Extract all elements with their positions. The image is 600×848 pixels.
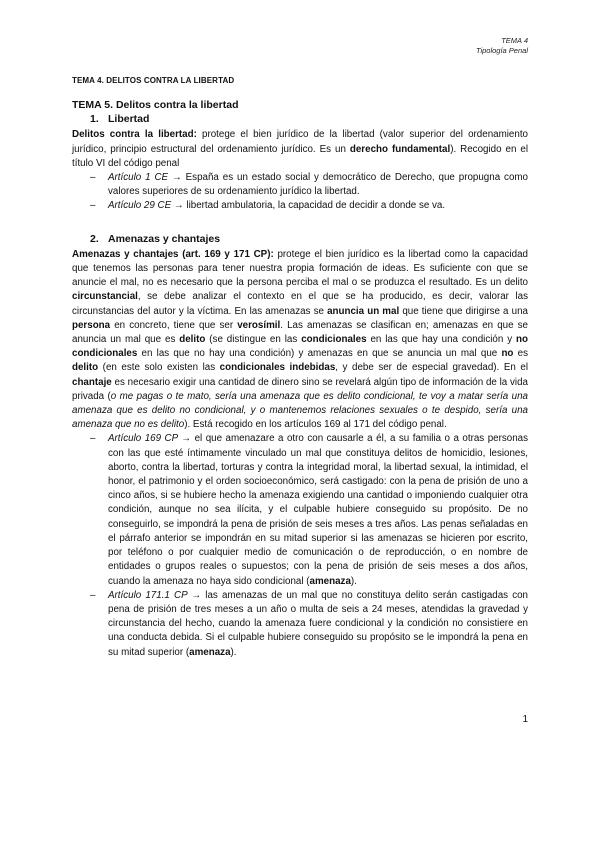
list-item [108,589,528,660]
section-number: 1. [90,113,99,126]
list-item-text: España es un estado social y democrático de Derecho, que propugna como valores superiores de su ordenamiento jurídico la libertad. [108,172,528,198]
bold-term: chantaje [72,376,112,388]
text-run: , y debe ser de especial gravedad). En el [335,362,528,374]
text-run: en las que hay una condición y [366,334,517,346]
list-item [108,199,528,213]
text-run: en las que no hay una condición) y amenazas en que se anuncia un mal que [137,348,502,360]
text-run: (en este solo existen las [98,362,220,374]
bold-term: anuncia un mal [327,305,400,317]
list-item [108,171,528,199]
document-top-heading: TEMA 4. DELITOS CONTRA LA LIBERTAD [72,76,235,85]
bold-term: amenaza [309,575,351,587]
bold-term: condicionales [301,334,367,346]
article-reference: Artículo 171.1 CP → [108,589,202,601]
section-number: 2. [90,232,99,245]
text-run: que tiene que dirigirse a una [399,305,528,317]
section-heading-libertad [90,112,528,126]
bold-term: Amenazas y chantajes (art. 169 y 171 CP): [72,248,274,260]
bold-term: amenaza [189,646,231,658]
bold-term: Delitos contra la libertad: [72,129,197,141]
page-title: TEMA 5. Delitos contra la libertad [72,99,239,111]
article-list-libertad [72,171,528,214]
text-run: (se distingue en las [205,334,302,346]
list-item-text: libertad ambulatoria, la capacidad de decidir a donde se va. [183,200,446,212]
list-item-text: ). [230,646,237,658]
text-run: en concreto, tiene que ser [110,319,238,331]
list-item-text: ). [350,575,357,587]
bold-term: circunstancial [72,291,138,303]
bold-term: delito [72,362,99,374]
bold-term: condicionales indebidas [219,362,336,374]
section-heading-text: Amenazas y chantajes [108,232,221,245]
text-run: es [513,348,528,360]
bold-term: no [501,348,514,360]
list-item-text: el que amenazare a otro con causarle a él, a su familia o a otras personas con las que esté íntimamente vinculado un mal que constituya delitos de homicidio, lesiones, aborto, contra la libertad, torturas y contra la integridad moral, la libertad sexual, la intimidad, el honor, el patrimonio y el orden socioeconómico, será castigado: con la pena de prisión de uno a cinco años, si se hubiere hecho la amenaza exigiendo una cantidad o imponiendo cualquier otra condición, aunque no sea ilícita, y el culpable hubiere conseguido su propósito. De no conseguirlo, se impondrá la pena de prisión de seis meses a tres años. Las penas señaladas en el párrafo anterior se impondrán en su mitad superior si las amenazas se hicieren por escrito, por teléfono o por cualquier medio de comunicación o de reproducción, o en nombre de entidades o grupos reales o supuestos; con la pena de prisión de seis meses a dos años, cuando la amenaza no haya sido condicional ( [108,433,528,587]
section-heading-text: Libertad [108,113,150,126]
bold-term: derecho fundamental [349,143,451,155]
text-run: ). Recogido en el título VI del código penal [72,143,528,169]
text-run: protege el bien jurídico es la libertad como la capacidad que tenemos las personas para tener nuestra propia formación de ideas. Es suficiente con que se anuncie el mal, no es necesario que la persona perciba el mal o se produzca el resultado. Es un delito [72,248,528,289]
paragraph-libertad [72,128,528,171]
header-topic: TEMA 4 [501,36,528,45]
header-subject: Tipología Penal [475,46,528,55]
section-heading-amenazas [90,232,528,246]
bold-term: delito [179,334,206,346]
text-run: es necesario exigir una cantidad de dinero sino se revelará algún tipo de información de la vida privada ( [72,376,528,402]
text-run: , se debe analizar el contexto en el que se ha producido, es decir, valorar las circunstancias del autor y la víctima. En las amenazas se [72,291,528,317]
paragraph-amenazas [72,248,528,433]
text-run: ). Está recogido en los artículos 169 al 171 del código penal. [184,419,447,431]
document-body [72,98,528,660]
running-header [476,36,528,56]
spacer [72,214,528,232]
article-list-amenazas [72,432,528,659]
article-reference: Artículo 169 CP → [108,433,192,445]
italic-example: o me pagas o te mato, sería una amenaza que es delito condicional, te voy a matar sería una amenaza que es delito no condicional, y o mantenemos relaciones sexuales o te despido, sería una amenaza que no es delito [72,390,528,431]
bold-term: verosímil [237,319,281,331]
article-reference: Artículo 1 CE → [108,172,182,184]
list-item-text: las amenazas de un mal que no constituya delito serán castigadas con pena de prisión de tres meses a un año o multa de seis a 24 meses, atendidas la gravedad y circunstancia del hecho, cuando la amenaza fuere condicional y la condición no consistiere en una conducta debida. Si el culpable hubiere conseguido su propósito se le impondrá la pena en su mitad superior ( [108,589,528,658]
article-reference: Artículo 29 CE → [108,200,184,212]
page-number: 1 [522,714,528,725]
bold-term: no condicionales [72,334,528,360]
text-run: . Las amenazas se clasifican en; amenazas en que se anuncia un mal que es [72,319,529,346]
bold-term: persona [72,319,111,331]
list-item [108,432,528,588]
text-run: protege el bien jurídico de la libertad (valor superior del ordenamiento jurídico, principio estructural del ordenamiento jurídico. Es un [72,129,528,155]
